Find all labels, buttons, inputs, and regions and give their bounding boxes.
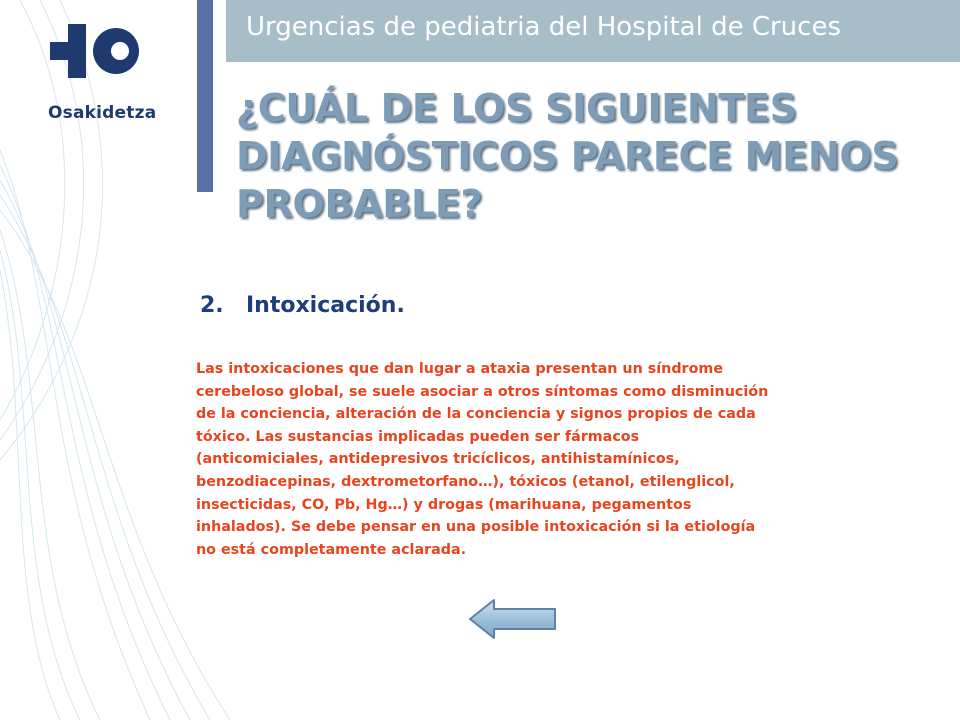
vertical-accent-bar [197,0,213,192]
explanation-text: Las intoxicaciones que dan lugar a ataxia presentan un síndrome cerebeloso global, se suele asociar a otros síntomas como disminución de la conciencia, alteración de la conciencia y signos propios de cada tóxico. Las sustancias implicadas pueden ser fármacos (anticomiciales, antidepresivos tricíclicos, antihistamínicos, benzodiacepinas, dextrometorfano…), tóxicos (etanol, etilenglicol, insecticidas, CO, Pb, Hg…) y drogas (marihuana, pegamentos inhalados). Se debe pensar en una posible intoxicación si la etiología no está completamente aclarada. [196,361,769,558]
option-number: 2. [200,293,224,318]
question-title: ¿CUÁL DE LOS SIGUIENTES DIAGNÓSTICOS PARECE MENOS PROBABLE? [236,86,899,226]
option-label: Intoxicación. [246,293,405,318]
back-arrow-button[interactable] [468,598,558,640]
header-title: Urgencias de pediatria del Hospital de Cruces [246,12,841,42]
logo-text: Osakidetza [48,103,157,123]
header-band [226,0,960,62]
left-arrow-icon [470,600,555,638]
answer-option [200,293,405,318]
